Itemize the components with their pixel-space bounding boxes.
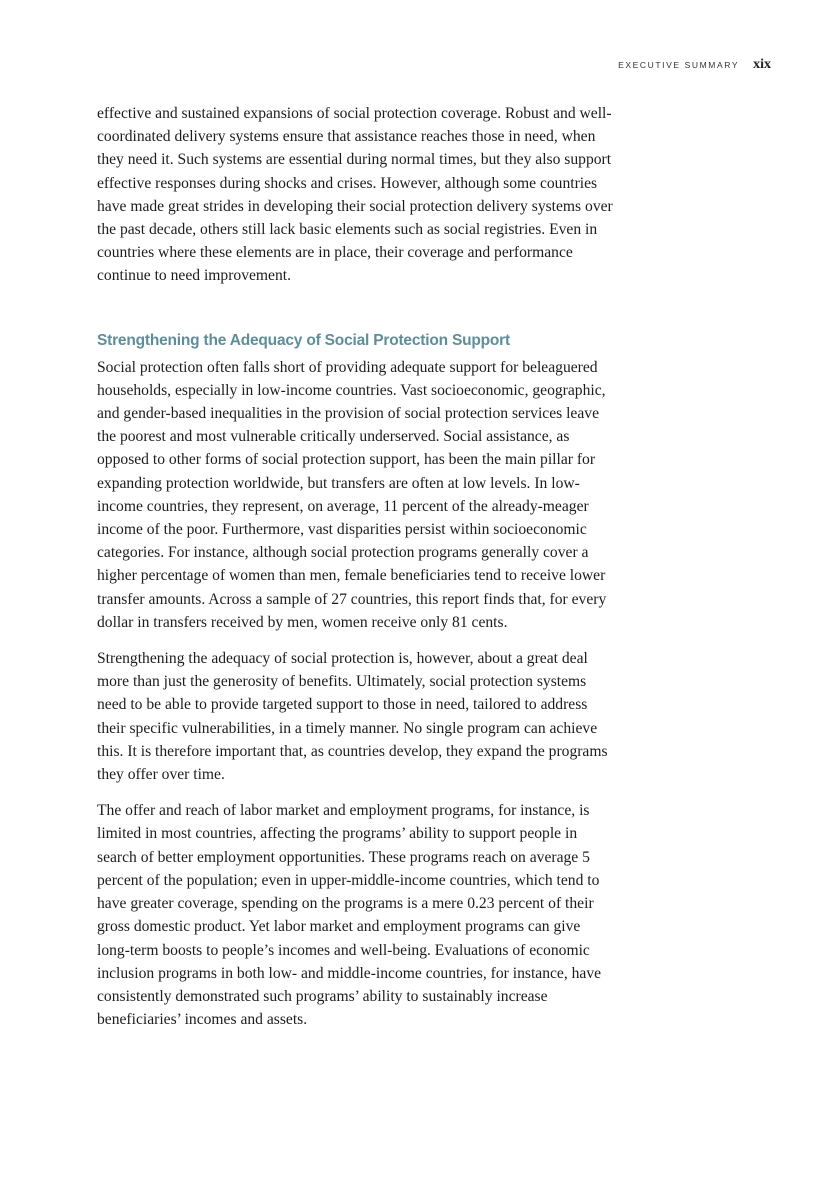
paragraph-3: The offer and reach of labor market and employment programs, for instance, is limited in most countries, affecting the programs’ ability to support people in search of better employment opportunities. These programs reach on average 5 percent of the population; even in upper-middle-income countries, which tend to have greater coverage, spending on the programs is a mere 0.23 percent of their gross domestic product. Yet labor market and employment programs can give long-term boosts to people’s incomes and well-being. Evaluations of economic inclusion programs in both low- and middle-income countries, for instance, have consistently demonstrated such programs’ ability to sustainably increase beneficiaries’ incomes and assets.: [97, 802, 602, 1029]
paragraph-1: Social protection often falls short of providing adequate support for beleaguered households, especially in low-income countries. Vast socioeconomic, geographic, and gender-based inequalities in the provision of social protection services leave the poorest and most vulnerable critically underserved. Social assistance, as opposed to other forms of social protection support, has been the main pillar for expanding protection worldwide, but transfers are often at low levels. In low-income countries, they represent, on average, 11 percent of the already-meager income of the poor. Furthermore, vast disparities persist within socioeconomic categories. For instance, although social protection programs generally cover a higher percentage of women than men, female beneficiaries tend to receive lower transfer amounts. Across a sample of 27 countries, this report finds that, for every dollar in transfers received by men, women receive only 81 cents.: [97, 358, 607, 631]
page-number: xix: [753, 57, 771, 72]
section-heading: Strengthening the Adequacy of Social Protection Support: [97, 331, 510, 349]
paragraph-2: Strengthening the adequacy of social protection is, however, about a great deal more than just the generosity of benefits. Ultimately, social protection systems need to be able to provide targeted support to those in need, tailored to address their specific vulnerabilities, in a timely manner. No single program can achieve this. It is therefore important that, as countries develop, they expand the programs they offer over time.: [97, 650, 608, 784]
body-text: [97, 102, 617, 1031]
running-head-section: EXECUTIVE SUMMARY: [618, 60, 740, 70]
paragraph-intro: effective and sustained expansions of social protection coverage. Robust and well-coordinated delivery systems ensure that assistance reaches those in need, when they need it. Such systems are essential during normal times, but they also support effective responses during shocks and crises. However, although some countries have made great strides in developing their social protection delivery systems over the past decade, others still lack basic elements such as social registries. Even in countries where these elements are in place, their coverage and performance continue to need improvement.: [97, 105, 613, 285]
running-head: [618, 57, 771, 73]
